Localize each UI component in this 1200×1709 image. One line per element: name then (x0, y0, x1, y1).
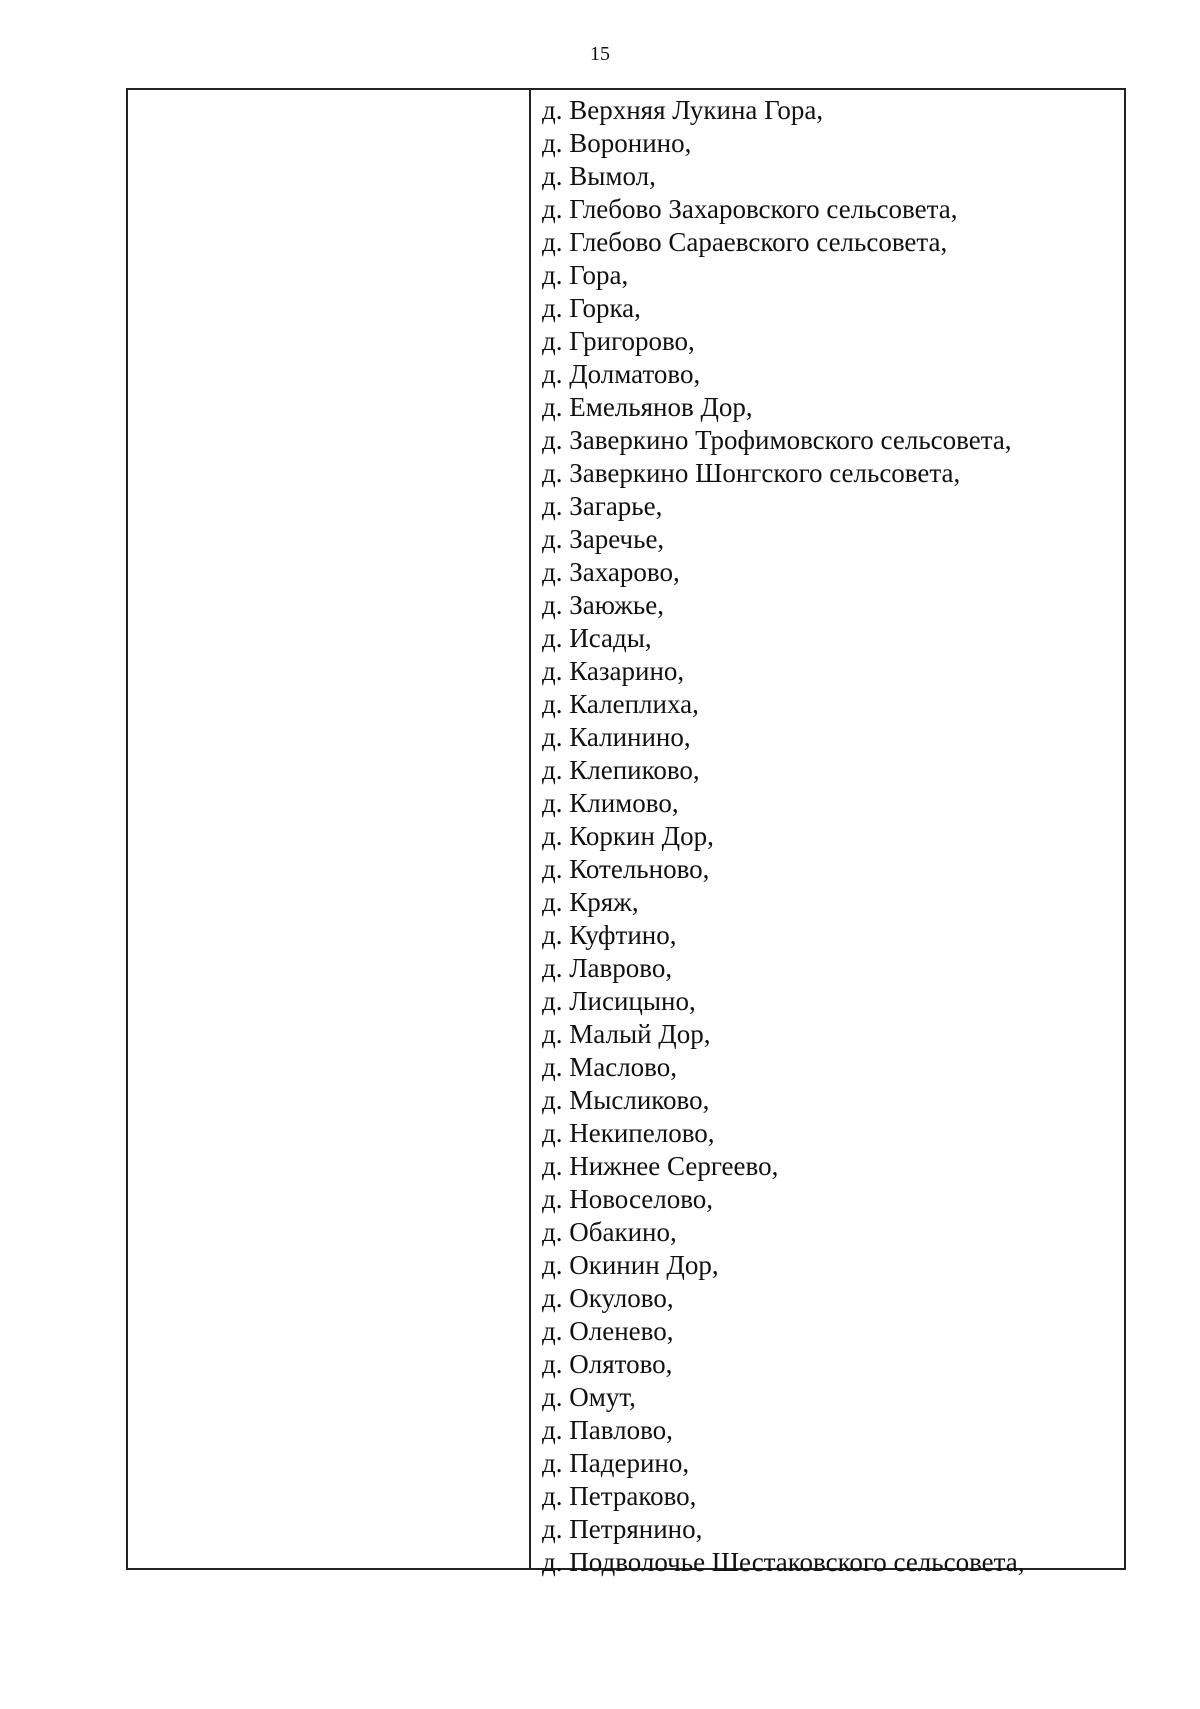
settlement-list (531, 90, 1124, 1579)
settlement-list-item: д. Окулово, (542, 1283, 674, 1313)
settlement-list-item: д. Омут, (542, 1382, 636, 1412)
settlement-list-item: д. Малый Дор, (542, 1019, 711, 1049)
settlement-list-item: д. Григорово, (542, 326, 695, 356)
settlement-list-item: д. Клепиково, (542, 755, 700, 785)
settlement-list-item: д. Коркин Дор, (542, 821, 714, 851)
settlement-list-item: д. Окинин Дор, (542, 1250, 719, 1280)
settlement-list-item: д. Некипелово, (542, 1118, 715, 1148)
settlement-list-item: д. Емельянов Дор, (542, 392, 753, 422)
settlement-list-item: д. Обакино, (542, 1217, 677, 1247)
settlement-list-item: д. Павлово, (542, 1415, 673, 1445)
settlement-list-item: д. Падерино, (542, 1448, 690, 1478)
table-left-cell (128, 90, 531, 1568)
settlement-list-item: д. Климово, (542, 788, 679, 818)
document-table (126, 88, 1126, 1577)
settlement-list-item: д. Кряж, (542, 887, 639, 917)
settlement-list-item: д. Лисицыно, (542, 986, 696, 1016)
settlement-list-item: д. Вымол, (542, 161, 656, 191)
settlement-list-item: д. Загарье, (542, 491, 663, 521)
settlement-list-item: д. Исады, (542, 623, 652, 653)
settlement-list-item: д. Долматово, (542, 359, 701, 389)
settlement-list-item: д. Глебово Сараевского сельсовета, (542, 227, 948, 257)
settlement-list-item: д. Маслово, (542, 1052, 677, 1082)
settlement-list-item: д. Верхняя Лукина Гора, (542, 95, 824, 125)
settlement-list-item: д. Калеплиха, (542, 689, 699, 719)
settlement-list-item: д. Горка, (542, 293, 641, 323)
settlement-list-item: д. Воронино, (542, 128, 692, 158)
settlement-list-item: д. Заверкино Трофимовского сельсовета, (542, 425, 1012, 455)
settlement-list-item: д. Лаврово, (542, 953, 673, 983)
table-right-cell (531, 90, 1124, 1577)
settlement-list-item: д. Олятово, (542, 1349, 673, 1379)
settlement-list-item: д. Заюжье, (542, 590, 664, 620)
settlement-list-item: д. Куфтино, (542, 920, 677, 950)
settlement-list-item: д. Петрянино, (542, 1514, 703, 1544)
settlement-list-item: д. Мысликово, (542, 1085, 710, 1115)
settlement-list-item: д. Гора, (542, 260, 629, 290)
settlement-list-item: д. Нижнее Сергеево, (542, 1151, 779, 1181)
settlement-list-item: д. Новоселово, (542, 1184, 714, 1214)
settlement-list-item: д. Петраково, (542, 1481, 697, 1511)
page-number: 15 (590, 43, 610, 65)
settlement-list-item: д. Казарино, (542, 656, 685, 686)
settlement-list-item: д. Захарово, (542, 557, 680, 587)
settlement-list-item: д. Оленево, (542, 1316, 674, 1346)
settlement-list-item: д. Заречье, (542, 524, 665, 554)
settlement-list-item: д. Калинино, (542, 722, 691, 752)
settlement-list-item: д. Котельново, (542, 854, 710, 884)
settlement-list-item: д. Глебово Захаровского сельсовета, (542, 194, 958, 224)
settlement-list-item: д. Подволочье Шестаковского сельсовета, (542, 1547, 1025, 1577)
settlement-list-item: д. Заверкино Шонгского сельсовета, (542, 458, 961, 488)
